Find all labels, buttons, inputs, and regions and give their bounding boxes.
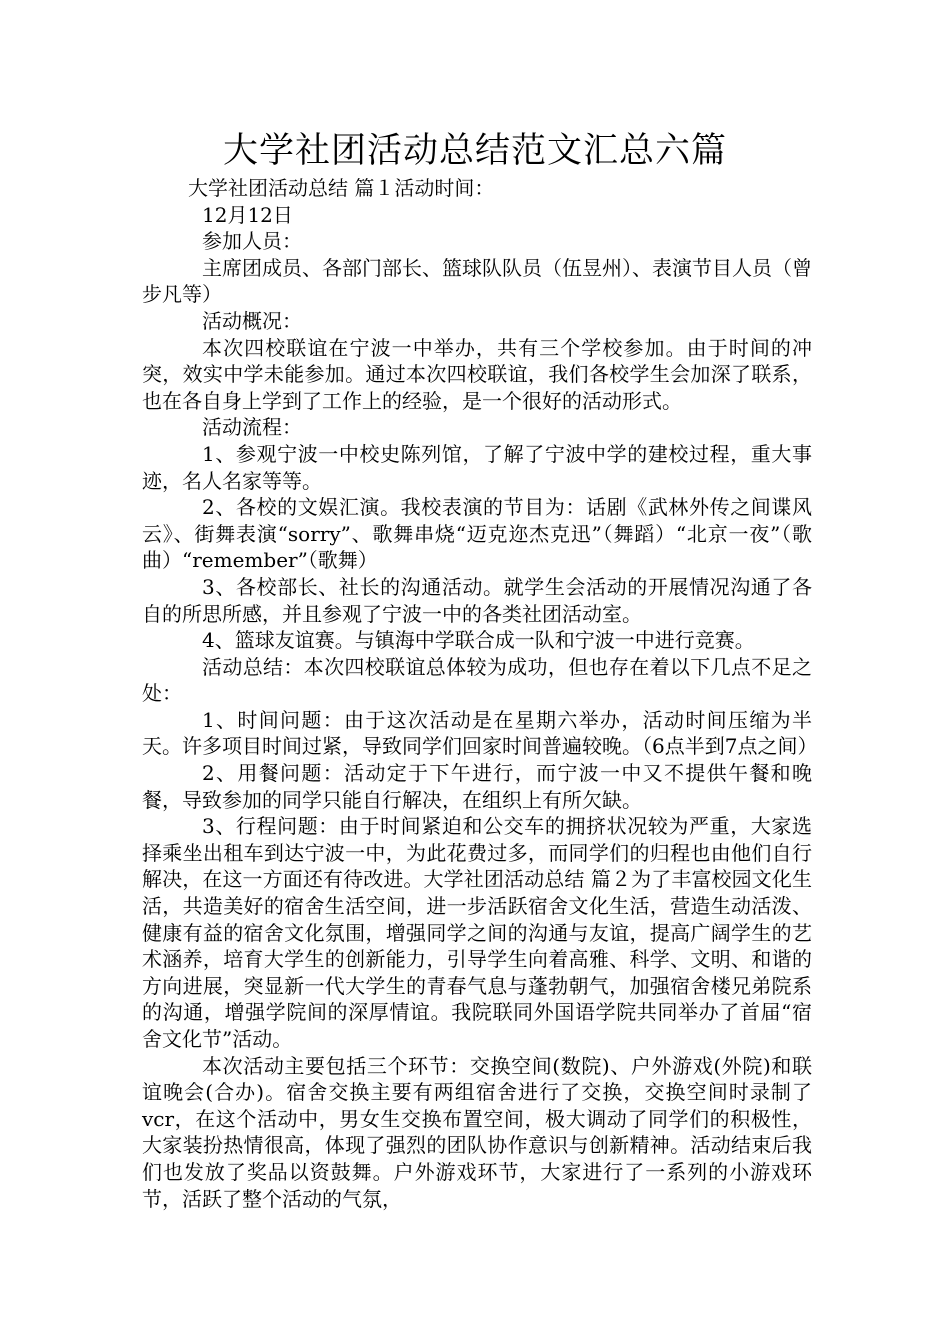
paragraph-process-1: 1、参观宁波一中校史陈列馆，了解了宁波中学的建校过程，重大事迹，名人名家等等。 [142, 441, 812, 493]
paragraph-overview-label: 活动概况： [202, 308, 302, 333]
document-title: 大学社团活动总结范文汇总六篇 [222, 131, 727, 171]
paragraph-issue-1: 1、时间问题：由于这次活动是在星期六举办，活动时间压缩为半天。许多项目时间过紧，导致同学们回家时间普遍较晚。（6点半到7点之间） [142, 707, 818, 759]
paragraph-issue-3: 3、行程问题：由于时间紧迫和公交车的拥挤状况较为严重，大家选择乘坐出租车到达宁波一中，为此花费过多，而同学们的归程也由他们自行解决，在这一方面还有待改进。大学社团活动总结 篇２为了丰富校园文化生活，共造美好的宿舍生活空间，进一步活跃宿舍文化生活，营造生动活泼、健康有益的宿舍文化氛围，增强同学之间的沟通与友谊，提高广阔学生的艺术涵养，培育大学生的创新能力，引导学生向着高雅、科学、文明、和谐的方向进展，突显新一代大学生的青春气息与蓬勃朝气，加强宿舍楼兄弟院系的沟通，增强学院间的深厚情谊。我院联同外国语学院共同举办了首届“宿舍文化节”活动。 [142, 814, 812, 1051]
paragraph-participants-label: 参加人员： [202, 229, 302, 254]
paragraph-section-2-activities: 本次活动主要包括三个环节：交换空间(数院)、户外游戏(外院)和联谊晚会(合办)。宿舍交换主要有两组宿舍进行了交换，交换空间时录制了vcr，在这个活动中，男女生交换布置空间，极大调动了同学们的积极性，大家装扮热情很高，体现了强烈的团队协作意识与创新精神。活动结束后我们也发放了奖品以资鼓舞。户外游戏环节，大家进行了一系列的小游戏环节，活跃了整个活动的气氛， [142, 1053, 812, 1211]
paragraph-process-3: 3、各校部长、社长的沟通活动。就学生会活动的开展情况沟通了各自的所思所感，并且参观了宁波一中的各类社团活动室。 [142, 574, 812, 626]
paragraph-summary: 活动总结：本次四校联谊总体较为成功，但也存在着以下几点不足之处： [142, 654, 812, 706]
paragraph-issue-2: 2、用餐问题：活动定于下午进行，而宁波一中又不提供午餐和晚餐，导致参加的同学只能自行解决，在组织上有所欠缺。 [142, 761, 812, 812]
paragraph-participants: 主席团成员、各部门部长、篮球队队员（伍昱州）、表演节目人员（曾步凡等） [142, 255, 812, 307]
document-body [142, 175, 818, 1212]
paragraph-process-label: 活动流程： [202, 415, 302, 440]
paragraph-process-4: 4、篮球友谊赛。与镇海中学联合成一队和宁波一中进行竞赛。 [202, 628, 755, 653]
paragraph-section-1-heading: 大学社团活动总结 篇１活动时间： [188, 176, 495, 200]
paragraph-overview: 本次四校联谊在宁波一中举办，共有三个学校参加。由于时间的冲突，效实中学未能参加。通过本次四校联谊，我们各校学生会加深了联系，也在各自身上学到了工作上的经验，是一个很好的活动形式。 [142, 335, 812, 413]
paragraph-date: 12月12日 [202, 202, 293, 227]
paragraph-process-2: 2、各校的文娱汇演。我校表演的节目为：话剧《武林外传之间谍风云》、街舞表演“sorry”、歌舞串烧“迈克迩杰克迅”（舞蹈）“北京一夜”（歌曲）“remember”（歌舞） [142, 495, 812, 573]
